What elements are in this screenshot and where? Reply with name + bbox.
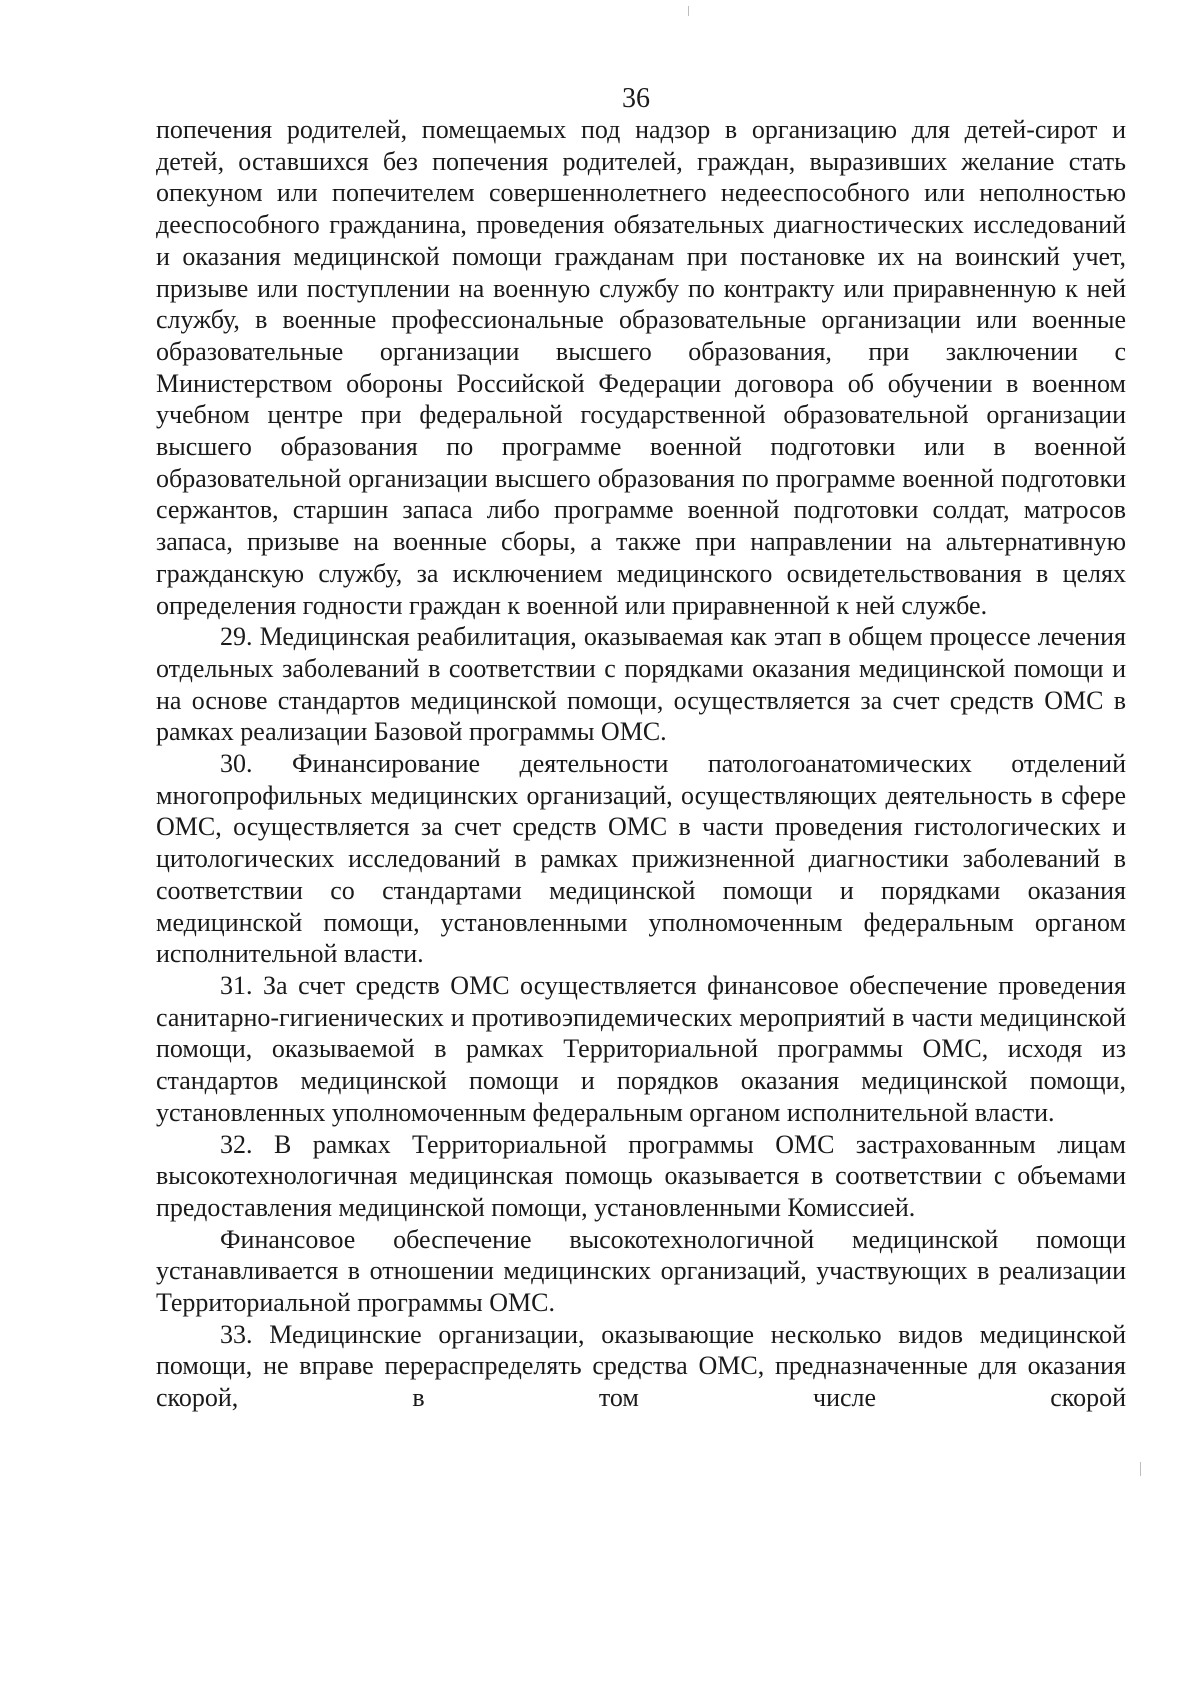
paragraph-continuation: попечения родителей, помещаемых под надзор в организацию для детей-сирот и детей, оставшихся без попечения родителей, граждан, выразивших желание стать опекуном или попечителем совершеннолетнего недееспособного или неполностью дееспособного гражданина, проведения обязательных диагностических исследований и оказания медицинской помощи гражданам при постановке их на воинский учет, призыве или поступлении на военную службу по контракту или приравненную к ней службу, в военные профессиональные образовательные организации или военные образовательные организации высшего образования, при заключении с Министерством обороны Российской Федерации договора об обучении в военном учебном центре при федеральной государственной образовательной организации высшего образования по программе военной подготовки или в военной образовательной организации высшего образования по программе военной подготовки сержантов, старшин запаса либо программе военной подготовки солдат, матросов запаса, призыве на военные сборы, а также при направлении на альтернативную гражданскую службу, за исключением медицинского освидетельствования в целях определения годности граждан к военной или приравненной к ней службе. xyxy=(156,115,1126,620)
scan-artifact-top xyxy=(688,6,689,16)
document-body xyxy=(156,114,1126,1414)
paragraph-32-financing: Финансовое обеспечение высокотехнологичной медицинской помощи устанавливается в отношении медицинских организаций, участвующих в реализации Территориальной программы ОМС. xyxy=(156,1224,1126,1318)
paragraph-31: 31. За счет средств ОМС осуществляется финансовое обеспечение проведения санитарно-гигиенических и противоэпидемических мероприятий в части медицинской помощи, оказываемой в рамках Территориальной программы ОМС, исходя из стандартов медицинской помощи и порядков оказания медицинской помощи, установленных уполномоченным федеральным органом исполнительной власти. xyxy=(156,970,1126,1127)
page-number: 36 xyxy=(622,83,650,114)
paragraph-29: 29. Медицинская реабилитация, оказываемая как этап в общем процессе лечения отдельных заболеваний в соответствии с порядками оказания медицинской помощи и на основе стандартов медицинской помощи, осуществляется за счет средств ОМС в рамках реализации Базовой программы ОМС. xyxy=(156,622,1126,747)
paragraph-32: 32. В рамках Территориальной программы ОМС застрахованным лицам высокотехнологичная медицинская помощь оказывается в соответствии с объемами предоставления медицинской помощи, установленными Комиссией. xyxy=(156,1129,1126,1222)
scan-artifact-right xyxy=(1140,1462,1141,1476)
paragraph-33: 33. Медицинские организации, оказывающие несколько видов медицинской помощи, не вправе перераспределять средства ОМС, предназначенные для оказания скорой, в том числе скорой xyxy=(156,1319,1126,1413)
paragraph-30: 30. Финансирование деятельности патологоанатомических отделений многопрофильных медицинских организаций, осуществляющих деятельность в сфере ОМС, осуществляется за счет средств ОМС в части проведения гистологических и цитологических исследований в рамках прижизненной диагностики заболеваний в соответствии со стандартами медицинской помощи и порядками оказания медицинской помощи, установленными уполномоченным федеральным органом исполнительной власти. xyxy=(156,749,1126,969)
